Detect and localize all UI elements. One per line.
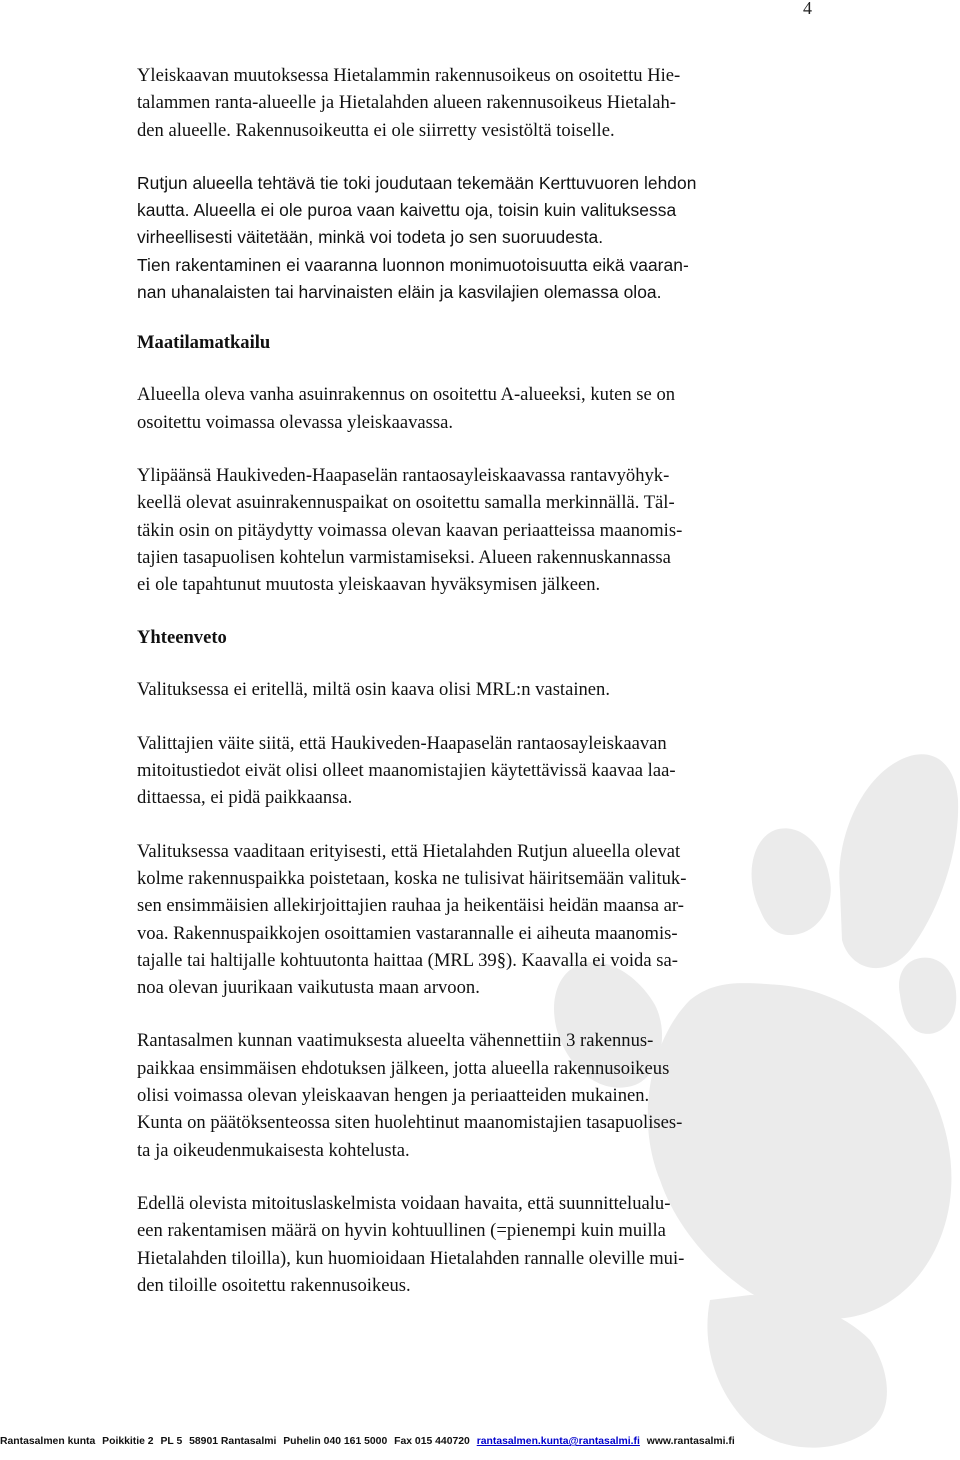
text-line: Yleiskaavan muutoksessa Hietalammin rakennusoikeus on osoitettu Hie- (137, 65, 681, 86)
text-line: tajalle tai haltijalle kohtuutonta haittaa (MRL 39§). Kaavalla ei voida sa- (137, 949, 678, 971)
yhteenveto-paragraph-1 (137, 676, 827, 703)
text-line: Valituksessa ei eritellä, miltä osin kaava olisi MRL:n vastainen. (137, 679, 611, 701)
footer-po-box: PL 5 (160, 1436, 183, 1447)
text-line: talammen ranta-alueelle ja Hietalahden alueen rakennusoikeus Hietalah- (137, 92, 676, 114)
text-line: kolme rakennuspaikka poistetaan, koska ne tulisivat häiritsemään valituk- (137, 867, 687, 889)
text-line: olisi voimassa olevan yleiskaavan hengen ja periaatteiden mukainen. (137, 1085, 650, 1107)
page-footer (0, 1436, 960, 1447)
text-line: nan uhanalaisten tai harvinaisten eläin ja kasvilajien olemassa oloa. (137, 282, 662, 303)
footer-postal: 58901 Rantasalmi (189, 1436, 277, 1447)
text-line: Valittajien väite siitä, että Haukiveden-Haapaselän rantaosayleiskaavan (137, 732, 667, 754)
text-line: noa olevan juurikaan vaikutusta maan arvoon. (137, 977, 480, 999)
yhteenveto-paragraph-5 (137, 1190, 827, 1299)
text-line: den tiloille osoitettu rakennusoikeus. (137, 1274, 411, 1296)
intro-paragraph (137, 62, 827, 144)
page-number: 4 (803, 0, 812, 18)
text-line: dittaessa, ei pidä paikkaansa. (137, 787, 353, 809)
section-heading-maatilamatkailu: Maatilamatkailu (137, 332, 271, 354)
footer-fax: Fax 015 440720 (394, 1436, 470, 1447)
text-line: den alueelle. Rakennusoikeutta ei ole siirretty vesistöltä toiselle. (137, 119, 615, 141)
text-line: Rutjun alueella tehtävä tie toki joudutaan tekemään Kerttuvuoren lehdon (137, 172, 697, 193)
text-line: Kunta on päätöksenteossa siten huolehtinut maanomistajien tasapuolises- (137, 1112, 683, 1134)
text-line: een rakentamisen määrä on hyvin kohtuullinen (=pienempi kuin muilla (137, 1220, 666, 1242)
text-line: Hietalahden tiloilla), kun huomioidaan Hietalahden rannalle oleville mui- (137, 1247, 685, 1269)
text-line: Ylipäänsä Haukiveden-Haapaselän rantaosayleiskaavassa rantavyöhyk- (137, 464, 670, 486)
document-body (137, 62, 827, 1299)
text-line: Alueella oleva vanha asuinrakennus on osoitettu A-alueeksi, kuten se on (137, 384, 676, 406)
text-line: kautta. Alueella ei ole puroa vaan kaivettu oja, toisin kuin valituksessa (137, 200, 677, 221)
yhteenveto-paragraph-4 (137, 1027, 827, 1163)
text-line: keellä olevat asuinrakennuspaikat on osoitettu samalla merkinnällä. Täl- (137, 492, 675, 514)
footer-web[interactable]: www.rantasalmi.fi (646, 1436, 735, 1447)
text-line: osoitettu voimassa olevassa yleiskaavassa. (137, 411, 454, 433)
yhteenveto-paragraph-3 (137, 838, 827, 1002)
text-line: virheellisesti väitetään, minkä voi todeta jo sen suoruudesta. (137, 227, 604, 248)
text-line: Tien rakentaminen ei vaaranna luonnon monimuotoisuutta eikä vaaran- (137, 254, 689, 275)
text-line: mitoitustiedot eivät olisi olleet maanomistajien käytettävissä kaavaa laa- (137, 760, 676, 782)
text-line: täkin osin on pitäydytty voimassa olevan kaavan periaatteissa maanomis- (137, 519, 683, 541)
text-line: ei ole tapahtunut muutosta yleiskaavan hyväksymisen jälkeen. (137, 574, 601, 596)
text-line: ta ja oikeudenmukaisesta kohtelusta. (137, 1139, 410, 1161)
text-line: tajien tasapuolisen kohtelun varmistamiseksi. Alueen rakennuskannassa (137, 546, 671, 568)
text-line: paikkaa ensimmäisen ehdotuksen jälkeen, jotta alueella rakennusoikeus (137, 1057, 670, 1079)
rutju-paragraph (137, 170, 827, 306)
section-heading-yhteenveto: Yhteenveto (137, 627, 227, 649)
footer-phone: Puhelin 040 161 5000 (283, 1436, 388, 1447)
text-line: Rantasalmen kunnan vaatimuksesta alueelta vähennettiin 3 rakennus- (137, 1030, 654, 1052)
text-line: Edellä olevista mitoituslaskelmista voidaan havaita, että suunnittelualu- (137, 1192, 671, 1214)
footer-email-link[interactable]: rantasalmen.kunta@rantasalmi.fi (476, 1436, 640, 1447)
yhteenveto-paragraph-2 (137, 730, 827, 812)
footer-org: Rantasalmen kunta (0, 1436, 96, 1447)
footer-address: Poikkitie 2 (102, 1436, 154, 1447)
maatila-paragraph-2 (137, 462, 827, 598)
text-line: Valituksessa vaaditaan erityisesti, että Hietalahden Rutjun alueella olevat (137, 840, 681, 862)
maatila-paragraph-1 (137, 381, 827, 436)
text-line: voa. Rakennuspaikkojen osoittamien vastarannalle ei aiheuta maanomis- (137, 922, 678, 944)
text-line: sen ensimmäisien allekirjoittajien rauhaa ja heikentäisi heidän maansa ar- (137, 895, 684, 917)
